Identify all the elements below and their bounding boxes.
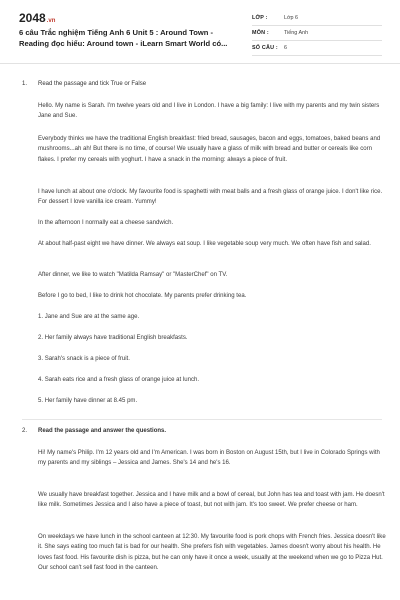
statement-item: 1. Jane and Sue are at the same age.	[38, 314, 140, 320]
statement-item: 3. Sarah's snack is a piece of fruit.	[38, 356, 130, 362]
question-number: 2.	[22, 428, 28, 434]
meta-label: LỚP :	[252, 15, 268, 21]
passage-paragraph: After dinner, we like to watch "Matilda Ramsay" or "MasterChef" on TV.	[38, 272, 228, 278]
meta-value: Tiếng Anh	[284, 30, 309, 36]
passage-paragraph: On weekdays we have lunch in the school canteen at 12:30. My favourite food is pork chops with French fries. Jessica doesn't like it. She says eating too much fat is bad for our health. She prefers fish with vegetables. James doesn't worry about his health. He loves fast food. His favourite dish is pizza, but he can only have it once a week, usually at the weekend when we go to Pizza Hut. Our school can't sell fast food in the canteen.	[38, 534, 386, 571]
question-heading: Read the passage and answer the questions.	[38, 428, 167, 434]
logo-suffix: .vn	[46, 18, 56, 24]
meta-label: MÔN :	[252, 30, 269, 36]
question-heading: Read the passage and tick True or False	[38, 81, 147, 87]
passage-paragraph: At about half-past eight we have dinner. We always eat soup. I like vegetable soup very much. We often have fish and salad.	[38, 241, 371, 247]
question-divider	[22, 419, 382, 420]
document-title: 6 câu Trắc nghiệm Tiếng Anh 6 Unit 5 : Around Town - Reading đọc hiểu: Around town - iLearn Smart World có...	[19, 28, 228, 48]
meta-row-class	[252, 11, 382, 26]
meta-row-count	[252, 41, 382, 56]
statement-item: 4. Sarah eats rice and a fresh glass of orange juice at lunch.	[38, 377, 200, 383]
meta-table	[252, 11, 382, 56]
site-logo[interactable]	[19, 11, 55, 25]
passage-paragraph: Everybody thinks we have the traditional English breakfast: fried bread, sausages, bacon and eggs, tomatoes, baked beans and mushrooms...ah ah! But there is no time, of course! We usually have a glass of milk with bread and butter or cereals like corn flakes. I prefer my cereals with yoghurt. I have a snack in the morning: always a piece of fruit.	[38, 136, 381, 163]
logo-text: 2048	[19, 11, 46, 25]
statement-item: 2. Her family always have traditional English breakfasts.	[38, 335, 188, 341]
passage-paragraph: Hello. My name is Sarah. I'm twelve years old and I live in London. I have a big family: I live with my parents and my twin sisters Jane and Sue.	[38, 103, 380, 120]
passage-paragraph: Hi! My name's Philip. I'm 12 years old and I'm American. I was born in Boston on August 15th, but I live in Colorado Springs with my parents and my siblings – Jessica and James. She's 14 and he's 16.	[38, 450, 380, 467]
statement-item: 5. Her family have dinner at 8.45 pm.	[38, 398, 138, 404]
passage-paragraph: I have lunch at about one o'clock. My favourite food is spaghetti with meat balls and a fresh glass of orange juice. I don't like rice. For dessert I love vanilla ice cream. Yummy!	[38, 189, 383, 206]
meta-label: SỐ CÂU :	[252, 45, 278, 51]
question-number: 1.	[22, 81, 28, 87]
passage-paragraph: We usually have breakfast together. Jessica and I have milk and a bowl of cereal, but John has tea and toast with jam. He doesn't like milk. Sometimes Jessica and I also have a piece of toast, but not with jam. It's too sweet. We prefer cheese or ham.	[38, 492, 385, 509]
passage-paragraph: In the afternoon I normally eat a cheese sandwich.	[38, 220, 174, 226]
meta-row-subject	[252, 26, 382, 41]
meta-value: Lớp 6	[284, 15, 299, 21]
meta-value: 6	[284, 45, 287, 51]
passage-paragraph: Before I go to bed, I like to drink hot chocolate. My parents prefer drinking tea.	[38, 293, 247, 299]
page-header	[0, 0, 400, 64]
